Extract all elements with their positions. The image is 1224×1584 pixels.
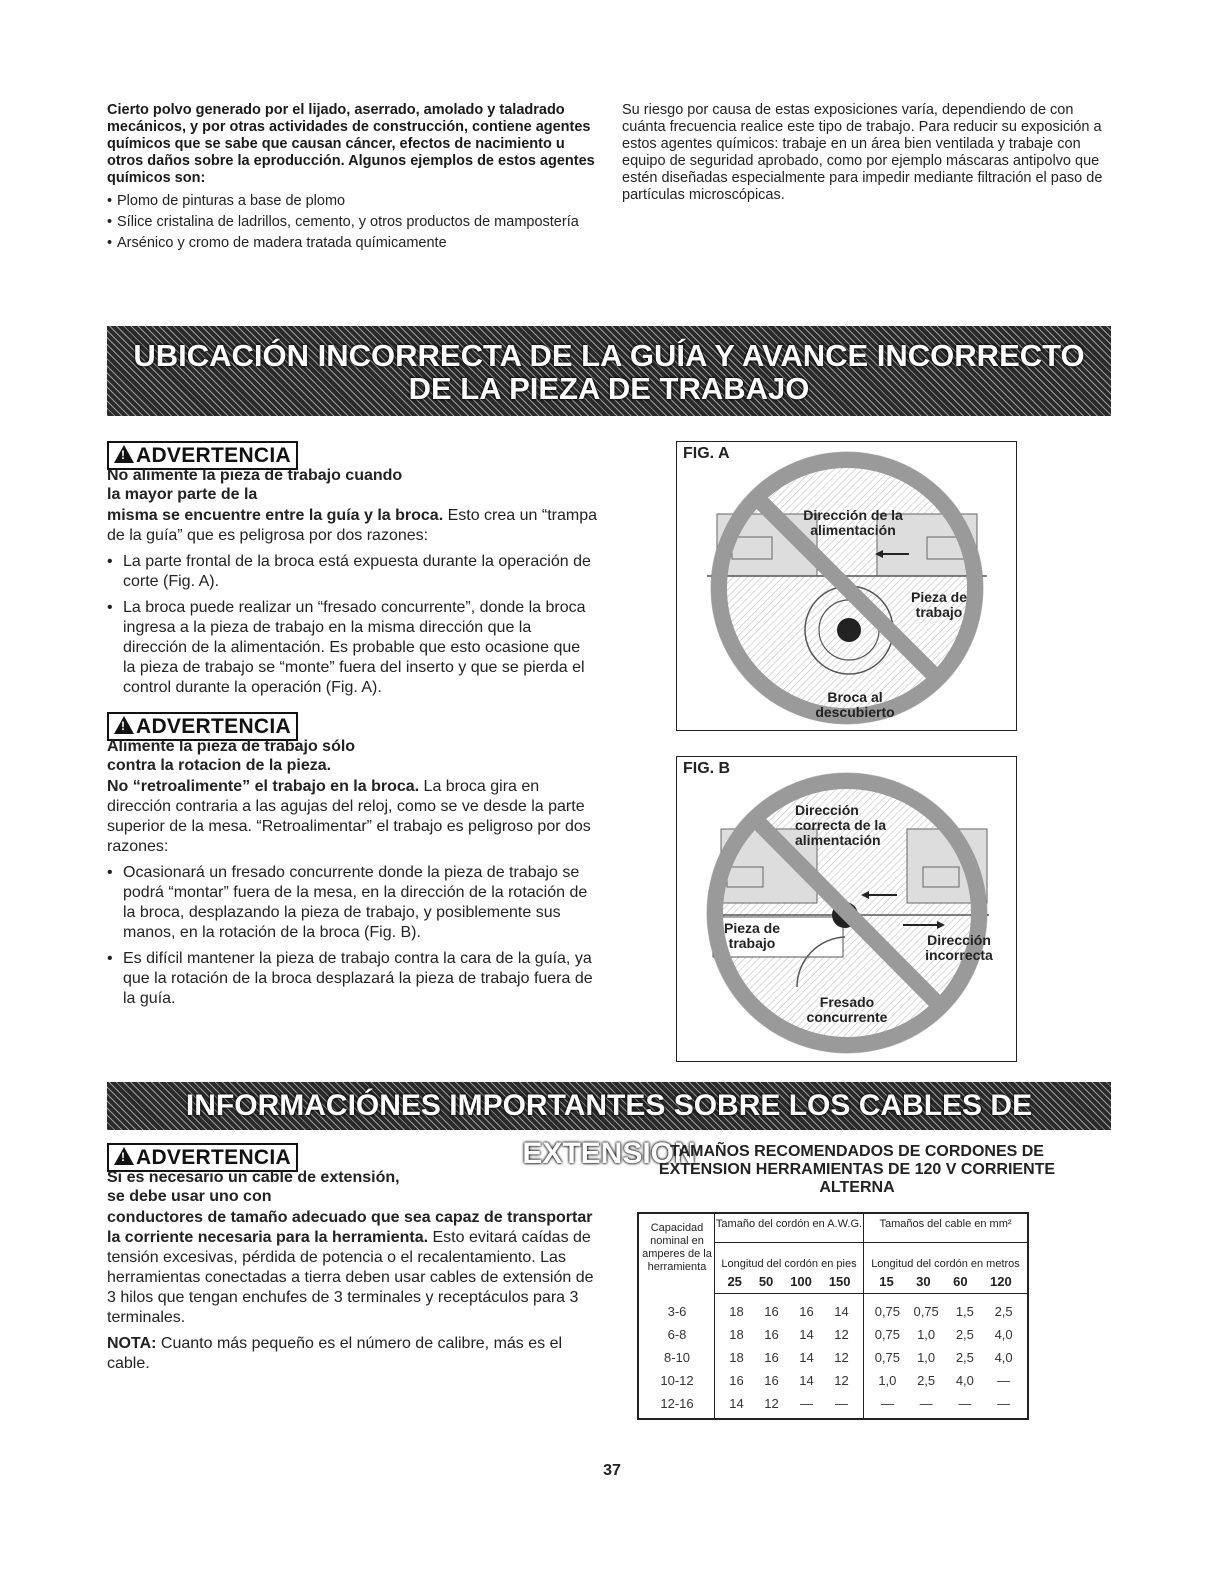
warning-heading: Alimente la pieza de trabajo sólo contra la rotacion de la pieza. <box>107 738 356 774</box>
table-mm-rows <box>868 1300 1023 1415</box>
warning-block-1 <box>107 441 597 698</box>
table-header-mm: Tamaños del cable en mm² <box>879 1218 1012 1230</box>
table-title: TAMAÑOS RECOMENDADOS DE CORDONES DE EXTENSION HERRAMIENTAS DE 120 V CORRIENTE ALTERNA <box>658 1143 1056 1196</box>
table-cell: 50 <box>758 1274 774 1289</box>
figure-a-label: FIG. A <box>683 445 730 462</box>
table-header-awg: Tamaño del cordón en A.W.G. <box>715 1218 863 1230</box>
intro-bullets <box>107 193 597 252</box>
table-cell: 12-16 <box>660 1396 694 1411</box>
warning-label: ADVERTENCIA <box>136 715 291 738</box>
table-cell: 10-12 <box>660 1373 694 1388</box>
figure-a-piece-label: Pieza de trabajo <box>910 589 968 620</box>
guide-warnings <box>107 441 597 1015</box>
section-banner-guide <box>107 326 1111 416</box>
list-item: • Sílice cristalina de ladrillos, cemento, y otros productos de mampostería <box>107 214 597 231</box>
figure-b-feed-label: Dirección correcta de la alimentación <box>795 802 887 848</box>
table-header-amps: Capacidad nominal en amperes de la herramienta <box>642 1222 712 1273</box>
table-subheader-awg: Longitud del cordón en pies <box>721 1258 857 1270</box>
table-row: 18 16 14 12 <box>729 1350 849 1365</box>
list-item: • Ocasionará un fresado concurrente donde la pieza de trabajo se podrá “montar” fuera de la mesa, en la dirección de la rotación de la broca, desplazando la pieza de trabajo, y posiblemente sus manos, en la rotación de la broca (Fig. B). <box>107 863 597 943</box>
figure-b-wrong-label: Dirección incorrecta <box>925 932 993 963</box>
warning-bullets <box>107 552 597 698</box>
table-mm-lengths <box>868 1274 1023 1289</box>
table-row: 0,75 1,0 2,5 4,0 <box>874 1350 1013 1365</box>
table-col-awg <box>715 1214 864 1418</box>
table-cell: 150 <box>828 1274 851 1289</box>
table-cell: 30 <box>916 1274 931 1289</box>
intro-left <box>107 102 597 256</box>
table-awg-rows <box>719 1300 859 1415</box>
table-row: 0,75 1,0 2,5 4,0 <box>874 1327 1013 1342</box>
table-cell: 3-6 <box>667 1304 687 1319</box>
table-cell: 6-8 <box>667 1327 687 1342</box>
list-item: • Arsénico y cromo de madera tratada químicamente <box>107 235 597 252</box>
warning-text: Esto crea un “trampa de la guía” que es peligrosa por dos razones: <box>107 507 597 544</box>
table-cell: 8-10 <box>663 1350 691 1365</box>
table-awg-lengths <box>719 1274 859 1289</box>
page-number: 37 <box>603 1462 621 1479</box>
table-cell: 25 <box>727 1274 742 1289</box>
section-banner-extension: INFORMACIÓNES IMPORTANTES SOBRE LOS CABLES DE EXTENSION <box>107 1082 1111 1130</box>
table-row: 14 12 — — <box>729 1396 848 1411</box>
warning-text: La broca gira en dirección contraria a las agujas del reloj, como se ve desde la parte superior de la mesa. “Retroalimentar” el trabajo es peligroso por dos razones: <box>107 778 591 855</box>
note-text: Cuanto más pequeño es el número de calibre, más es el cable. <box>107 1335 563 1372</box>
table-cell: 120 <box>990 1274 1012 1289</box>
table-row: 1,0 2,5 4,0 — <box>878 1373 1011 1388</box>
table-row: 18 16 14 12 <box>729 1327 849 1342</box>
warning-triangle-icon <box>114 445 134 463</box>
table-amps-values <box>639 1300 715 1415</box>
warning-bold: No “retroalimente” el trabajo en la broca. <box>107 778 420 795</box>
figure-a-bit-label: Broca al descubierto <box>815 689 895 720</box>
intro-right <box>622 102 1112 204</box>
figure-b-climb-label: Fresado concurrente <box>806 994 888 1025</box>
warning-label: ADVERTENCIA <box>136 1146 291 1169</box>
banner-line-1: UBICACIÓN INCORRECTA DE LA GUÍA Y AVANCE INCORRECTO <box>133 338 1085 373</box>
warning-triangle-icon <box>114 716 134 734</box>
list-item: • Es difícil mantener la pieza de trabajo contra la cara de la guía, ya que la rotación de la broca desplazará la pieza de trabajo fuera de la guía. <box>107 949 597 1009</box>
figure-b-piece-label: Pieza de trabajo <box>723 920 781 951</box>
warning-heading: Si es necesario un cable de extensión, se debe usar uno con <box>107 1169 400 1205</box>
list-item: • Plomo de pinturas a base de plomo <box>107 193 597 210</box>
figure-b-label: FIG. B <box>683 760 731 777</box>
list-item: • La broca puede realizar un “fresado concurrente”, donde la broca ingresa a la pieza de trabajo en la misma dirección que la dirección de la alimentación. Es probable que esto ocasione que la pieza de trabajo se “monte” fuera del inserto y que se pierda el control durante la operación (Fig. A). <box>107 598 597 698</box>
note-label: NOTA: <box>107 1335 157 1352</box>
table-row: 0,75 0,75 1,5 2,5 <box>874 1304 1013 1319</box>
warning-triangle-icon <box>114 1147 134 1165</box>
table-row: — — — — <box>880 1396 1011 1411</box>
table-row: 18 16 16 14 <box>729 1304 849 1319</box>
intro-lead: Cierto polvo generado por el lijado, aserrado, amolado y taladrado mecánicos, y por otras actividades de construcción, contiene agentes químicos que se sabe que causan cáncer, efectos de nacimiento u otros daños sobre la eproducción. Algunos ejemplos de estos agentes químicos son: <box>107 102 595 186</box>
table-row: 16 16 14 12 <box>729 1373 849 1388</box>
table-col-mm <box>864 1214 1027 1418</box>
table-cell: 60 <box>953 1274 968 1289</box>
extension-warning <box>107 1143 597 1374</box>
warning-bold: conductores de tamaño adecuado que sea capaz de transportar la corriente necesaria para la herramienta. <box>107 1209 593 1246</box>
figure-a-feed-label: Dirección de la alimentación <box>803 507 903 538</box>
intro-right-text: Su riesgo por causa de estas exposiciones varía, dependiendo de con cuánta frecuencia realice este tipo de trabajo. Para reducir su exposición a estos agentes químicos: trabaje en un área bien ventilada y trabaje con equipo de seguridad aprobado, como por ejemplo máscaras antipolvo que estén diseñadas especialmente para impedir mediante filtración el paso de partículas microscópicas. <box>622 102 1103 203</box>
table-cell: 100 <box>790 1274 812 1289</box>
warning-bold: misma se encuentre entre la guía y la broca. <box>107 507 444 524</box>
warning-bullets <box>107 863 597 1009</box>
list-item: • La parte frontal de la broca está expuesta durante la operación de corte (Fig. A). <box>107 552 597 592</box>
extension-cord-table <box>637 1212 1029 1420</box>
warning-heading: No alimente la pieza de trabajo cuando la mayor parte de la <box>107 467 403 503</box>
table-cell: 15 <box>879 1274 894 1289</box>
warning-label: ADVERTENCIA <box>136 444 291 467</box>
table-col-amps <box>639 1214 715 1418</box>
table-subheader-mm: Longitud del cordón en metros <box>871 1258 1020 1270</box>
figure-a <box>676 441 1017 731</box>
figure-b <box>676 756 1017 1062</box>
banner-line-2: DE LA PIEZA DE TRABAJO <box>408 371 810 406</box>
warning-block-2 <box>107 712 597 1009</box>
warning-text: Esto evitará caídas de tensión excesivas, pérdida de potencia o el recalentamiento. Las herramientas conectadas a tierra deben usar cables de extensión de 3 hilos que tengan enchufes de 3 terminales y receptáculos para 3 terminales. <box>107 1229 594 1326</box>
